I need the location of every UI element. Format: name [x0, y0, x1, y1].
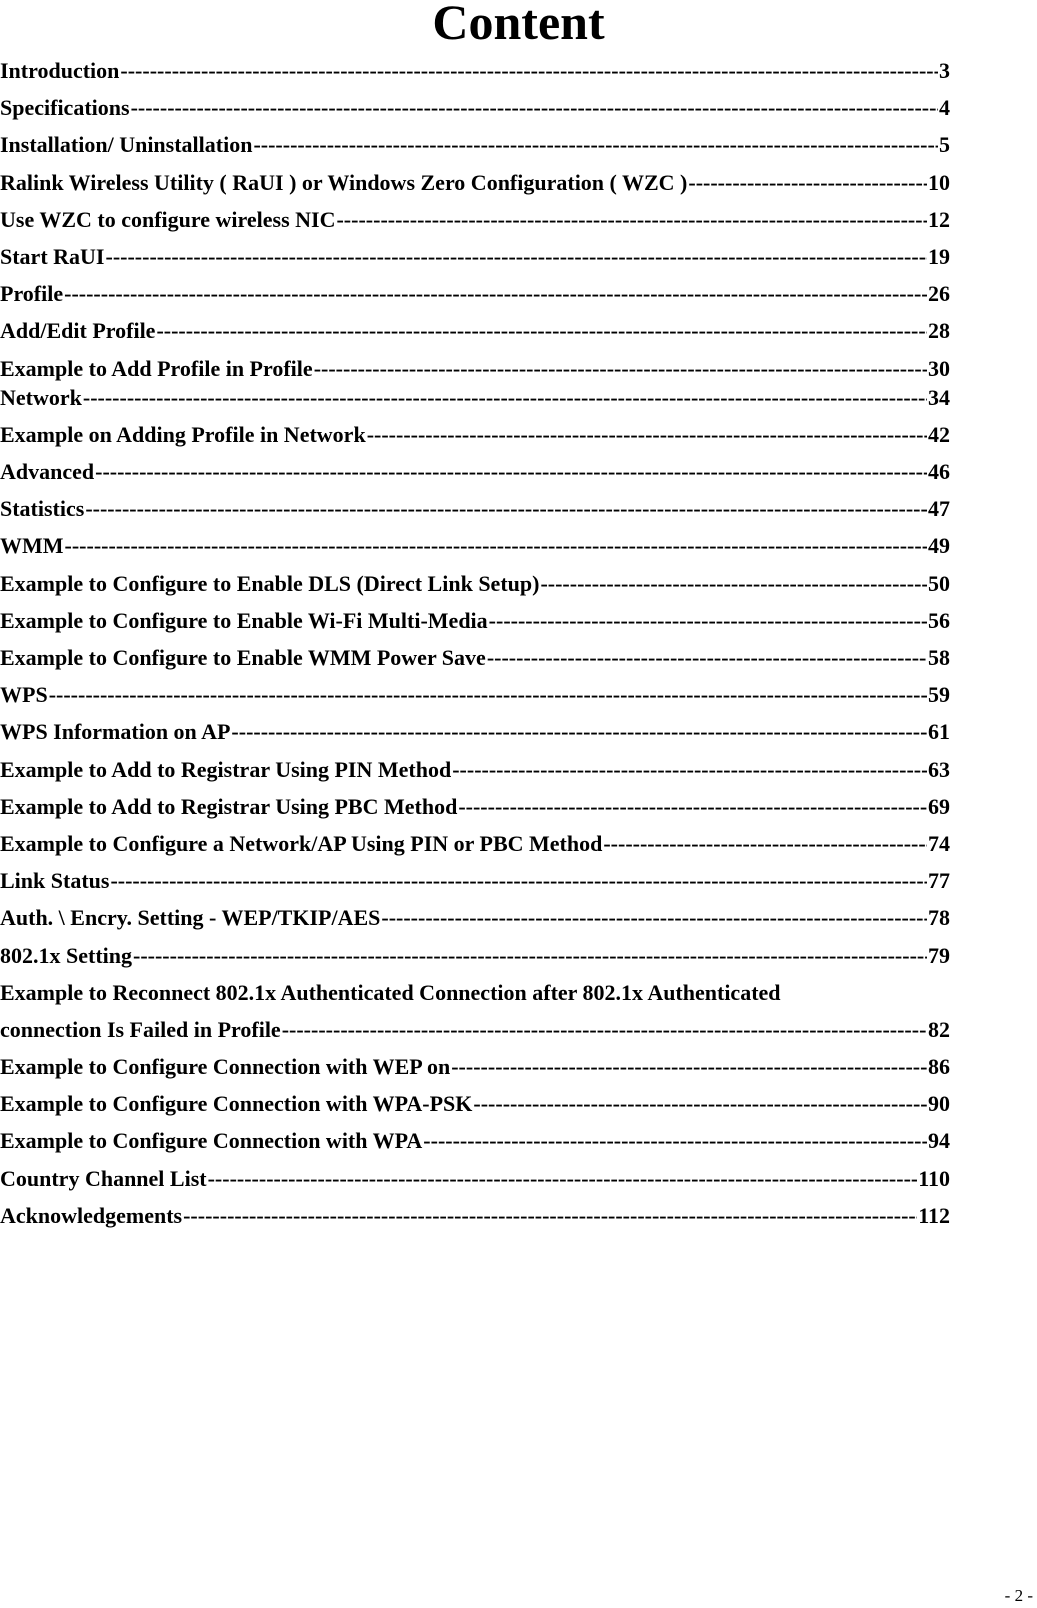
toc-entry-page: 49 — [928, 533, 950, 559]
toc-entry-label: Add/Edit Profile — [0, 318, 156, 344]
toc-entry[interactable] — [0, 788, 950, 825]
toc-entry[interactable] — [0, 164, 950, 201]
toc-entry[interactable] — [0, 416, 950, 453]
toc-entry-page: 77 — [928, 868, 950, 894]
toc-entry-page: 58 — [928, 645, 950, 670]
page-title: Content — [432, 0, 605, 50]
toc-entry-label: Example to Configure to Enable DLS (Direct Link Setup) — [0, 570, 540, 596]
toc-entry-label: Acknowledgements — [0, 1202, 183, 1228]
toc-entry-page: 30 — [928, 355, 950, 381]
toc-entry-label: connection Is Failed in Profile — [0, 1016, 281, 1042]
toc-entry-page: 5 — [939, 132, 950, 158]
toc-entry[interactable] — [0, 453, 950, 490]
toc-entry[interactable] — [0, 1085, 950, 1122]
toc-entry[interactable] — [0, 1048, 950, 1085]
toc-leader — [458, 788, 927, 825]
toc-leader — [336, 201, 927, 238]
toc-entry-label: Link Status — [0, 868, 110, 894]
toc-entry-page: 34 — [928, 384, 950, 410]
toc-entry-label: Example to Configure Connection with WPA — [0, 1128, 423, 1154]
toc-entry[interactable] — [0, 676, 950, 713]
toc-entry-page: 4 — [939, 95, 950, 121]
toc-entry-label: Example to Add Profile in Profile — [0, 355, 313, 381]
toc-leader — [95, 453, 927, 490]
toc-entry[interactable] — [0, 862, 950, 899]
toc-entry[interactable] — [0, 89, 950, 126]
toc-entry[interactable] — [0, 52, 950, 89]
toc-leader — [253, 126, 938, 163]
toc-leader — [120, 52, 938, 89]
toc-entry-page: 63 — [928, 756, 950, 782]
toc-entry[interactable] — [0, 899, 950, 936]
toc-entry[interactable] — [0, 713, 950, 750]
toc-entry[interactable] — [0, 379, 950, 416]
toc-entry-page: 12 — [928, 206, 950, 232]
toc-leader — [131, 89, 938, 126]
toc-entry-label: Example to Add to Registrar Using PIN Method — [0, 756, 452, 782]
toc-entry-page: 28 — [928, 318, 950, 344]
toc-entry-page: 42 — [928, 421, 950, 447]
toc-leader — [282, 1011, 927, 1048]
toc-entry[interactable] — [0, 825, 950, 862]
toc-entry-page: 47 — [928, 496, 950, 522]
toc-leader — [208, 1160, 918, 1197]
toc-entry-page: 69 — [928, 793, 950, 819]
toc-leader — [183, 1197, 917, 1234]
toc-entry-page: 94 — [928, 1128, 950, 1154]
toc-leader — [452, 751, 927, 788]
toc-entry[interactable] — [0, 1160, 950, 1197]
toc-leader — [64, 275, 927, 312]
toc-entry-label: Example to Configure Connection with WEP on — [0, 1054, 451, 1080]
toc-entry-label: 802.1x Setting — [0, 942, 132, 968]
toc-entry-label: Ralink Wireless Utility ( RaUI ) or Windows Zero Configuration ( WZC ) — [0, 169, 688, 195]
toc-leader — [487, 639, 927, 676]
toc-entry[interactable] — [0, 527, 950, 564]
toc-entry-label: Example to Configure to Enable Wi-Fi Multi-Media — [0, 607, 488, 633]
footer-page-number: - 2 - — [1004, 1586, 1033, 1605]
toc-entry[interactable] — [0, 126, 950, 163]
toc-entry-page: 110 — [918, 1165, 950, 1191]
toc-leader — [367, 416, 927, 453]
toc-entry-page: 61 — [928, 719, 950, 745]
toc-entry-page: 56 — [928, 607, 950, 633]
toc-entry[interactable] — [0, 639, 950, 676]
toc-entry-label: WPS — [0, 682, 48, 708]
toc-entry-page: 26 — [928, 281, 950, 307]
toc-leader — [83, 379, 927, 416]
toc-entry-label: Use WZC to configure wireless NIC — [0, 206, 336, 232]
toc-entry[interactable] — [0, 490, 950, 527]
toc-leader — [110, 862, 927, 899]
toc-entry[interactable] — [0, 312, 950, 349]
toc-entry-label: Specifications — [0, 95, 130, 121]
toc-entry-label: Installation/ Uninstallation — [0, 132, 253, 158]
toc-entry-page: 19 — [928, 243, 950, 269]
toc-entry-label: Example to Add to Registrar Using PBC Method — [0, 793, 458, 819]
toc-entry-label: Example to Configure to Enable WMM Power Save — [0, 645, 486, 670]
toc-entry-page: 10 — [928, 169, 950, 195]
toc-entry-page: 3 — [939, 58, 950, 83]
toc-entry-page: 112 — [918, 1202, 950, 1228]
toc-entry-label: Auth. \ Encry. Setting - WEP/TKIP/AES — [0, 905, 381, 931]
toc-entry-label: Start RaUI — [0, 243, 105, 269]
toc-leader — [133, 937, 927, 974]
toc-entry-label: Profile — [0, 281, 64, 307]
toc-entry-label: Example to Configure a Network/AP Using PIN or PBC Method — [0, 830, 603, 856]
toc-entry-page: 82 — [928, 1016, 950, 1042]
toc-entry-page: 74 — [928, 830, 950, 856]
toc-entry[interactable] — [0, 238, 950, 275]
toc-leader — [489, 602, 927, 639]
toc-leader — [49, 676, 927, 713]
toc-entry-page: 50 — [928, 570, 950, 596]
toc-entry-label: Introduction — [0, 58, 120, 83]
toc-entry[interactable] — [0, 751, 950, 788]
toc-entry-page: 90 — [928, 1091, 950, 1117]
toc-entry-label: Statistics — [0, 496, 85, 522]
toc-entry-label: WMM — [0, 533, 64, 559]
toc-leader — [451, 1048, 927, 1085]
toc-entry[interactable] — [0, 1122, 950, 1159]
toc-leader — [381, 899, 927, 936]
toc-leader — [688, 164, 927, 201]
toc-leader — [423, 1122, 927, 1159]
toc-entry[interactable] — [0, 1011, 950, 1048]
toc-entry[interactable] — [0, 565, 950, 602]
toc-entry-page: 59 — [928, 682, 950, 708]
toc-leader — [231, 713, 927, 750]
toc-entry-label: WPS Information on AP — [0, 719, 231, 745]
toc-entry[interactable] — [0, 201, 950, 238]
toc-leader — [106, 238, 928, 275]
toc-entry-label: Advanced — [0, 459, 95, 485]
toc-entry-label: Network — [0, 384, 82, 410]
toc-entry-page: 79 — [928, 942, 950, 968]
toc-leader — [85, 490, 927, 527]
toc-entry-page: 78 — [928, 905, 950, 931]
toc-leader — [473, 1085, 927, 1122]
toc-leader — [65, 527, 927, 564]
toc-entry[interactable] — [0, 275, 950, 312]
toc-entry[interactable] — [0, 602, 950, 639]
toc-entry-first-line[interactable]: Example to Reconnect 802.1x Authenticated Connection after 802.1x Authenticated — [0, 979, 781, 1005]
toc-entry-label: Country Channel List — [0, 1165, 207, 1191]
toc-leader — [603, 825, 927, 862]
toc-leader — [540, 565, 927, 602]
table-of-contents — [0, 52, 950, 1234]
toc-entry-label: Example on Adding Profile in Network — [0, 421, 366, 447]
toc-entry-page: 86 — [928, 1054, 950, 1080]
toc-entry[interactable] — [0, 937, 950, 974]
toc-entry[interactable] — [0, 1197, 950, 1234]
toc-entry-label: Example to Configure Connection with WPA-PSK — [0, 1091, 473, 1117]
toc-leader — [156, 312, 927, 349]
toc-entry-page: 46 — [928, 459, 950, 485]
